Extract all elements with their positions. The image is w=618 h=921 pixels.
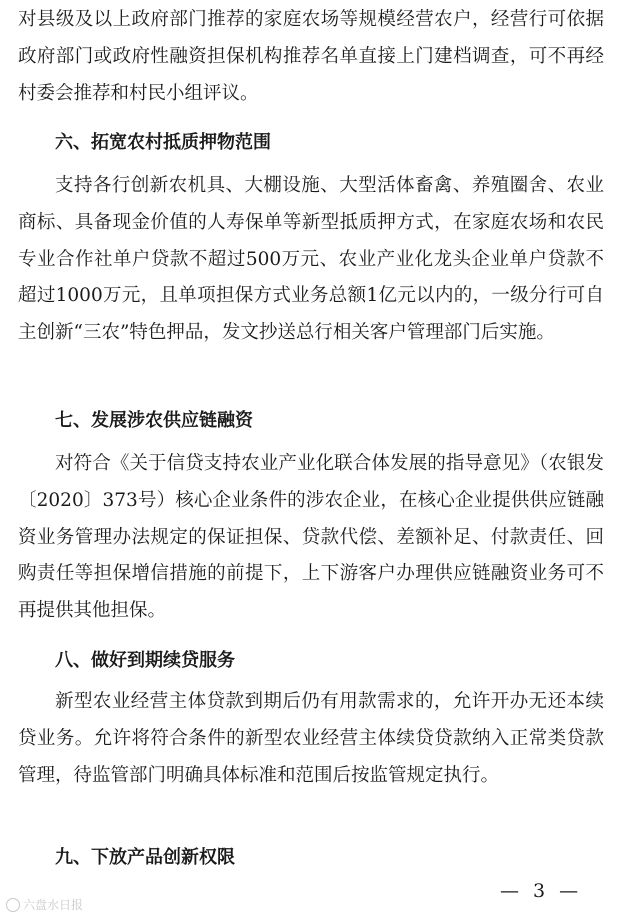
paragraph-loan-renewal: 新型农业经营主体贷款到期后仍有用款需求的，允许开办无还本续贷业务。允许将符合条件的新型农业经营主体续贷贷款纳入正常类贷款管理，待监管部门明确具体标准和范围后按监管规定执行。	[18, 691, 604, 786]
watermark-logo-icon	[6, 898, 20, 912]
section-heading-9: 九、下放产品创新权限	[55, 847, 235, 868]
section-heading-8: 八、做好到期续贷服务	[55, 650, 235, 671]
watermark	[6, 896, 83, 913]
watermark-text: 六盘水日报	[23, 898, 84, 912]
paragraph-supply-chain-finance: 对符合《关于信贷支持农业产业化联合体发展的指导意见》（农银发〔2020〕373号）核心企业条件的涉农企业，在核心企业提供供应链融资业务管理办法规定的保证担保、贷款代偿、差额补足、付款责任、回购责任等担保增信措施的前提下，上下游客户办理供应链融资业务可不再提供其他担保。	[18, 453, 604, 622]
page-number: — 3 —	[500, 880, 583, 902]
paragraph-collateral-scope: 支持各行创新农机具、大棚设施、大型活体畜禽、养殖圈舍、农业商标、具备现金价值的人寿保单等新型抵质押方式，在家庭农场和农民专业合作社单户贷款不超过500万元、农业产业化龙头企业单户贷款不超过1000万元，且单项担保方式业务总额1亿元以内的，一级分行可自主创新“三农”特色押品，发文抄送总行相关客户管理部门后实施。	[18, 175, 604, 344]
paragraph-family-farm-recommendation: 对县级及以上政府部门推荐的家庭农场等规模经营农户，经营行可依据政府部门或政府性融资担保机构推荐名单直接上门建档调查，可不再经村委会推荐和村民小组评议。	[18, 9, 604, 104]
section-heading-6: 六、拓宽农村抵质押物范围	[55, 132, 271, 153]
section-heading-7: 七、发展涉农供应链融资	[55, 410, 253, 431]
